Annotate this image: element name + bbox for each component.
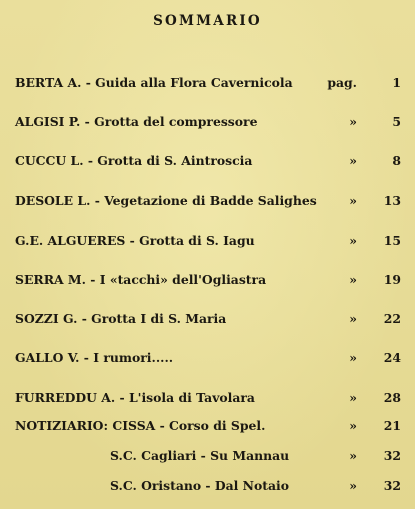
toc-entry-text: BERTA A. - Guida alla Flora Cavernicola <box>15 75 293 90</box>
toc-entry-ref: » <box>349 390 357 405</box>
toc-entry-page: 1 <box>392 75 401 90</box>
toc-entry-ref: » <box>349 350 357 365</box>
toc-entry-page: 24 <box>383 350 401 365</box>
toc-entry <box>15 153 405 173</box>
toc-entry-ref: » <box>349 478 357 493</box>
toc-entry-page: 8 <box>392 153 401 168</box>
toc-entry-page: 5 <box>392 114 401 129</box>
toc-entry-text: SERRA M. - I «tacchi» dell'Ogliastra <box>15 272 267 287</box>
toc-entry-text: CUCCU L. - Grotta di S. Aintroscia <box>15 153 253 168</box>
toc-entry-text: S.C. Cagliari - Su Mannau <box>110 448 290 463</box>
toc-entry-text: S.C. Oristano - Dal Notaio <box>110 478 289 493</box>
toc-entry <box>15 193 405 213</box>
toc-entry-text: DESOLE L. - Vegetazione di Badde Salighes <box>15 193 317 208</box>
toc-entry-ref: » <box>349 448 357 463</box>
toc-entry <box>15 233 405 253</box>
toc-entry-ref: » <box>349 193 357 208</box>
toc-entry <box>15 418 405 438</box>
toc-entry-ref: » <box>349 311 357 326</box>
toc-entry <box>15 75 405 95</box>
toc-entry <box>15 350 405 370</box>
toc-entry-page: 32 <box>383 478 401 493</box>
toc-entry <box>15 311 405 331</box>
toc-entry <box>15 478 405 498</box>
toc-entry-text: NOTIZIARIO: CISSA - Corso di Spel. <box>15 418 266 433</box>
toc-entry-text: FURREDDU A. - L'isola di Tavolara <box>15 390 255 405</box>
toc-entry-page: 32 <box>383 448 401 463</box>
toc-entry-ref: » <box>349 114 357 129</box>
toc-entry-page: 21 <box>383 418 401 433</box>
toc-entry-page: 15 <box>383 233 401 248</box>
toc-entry <box>15 390 405 410</box>
page-title: SOMMARIO <box>153 13 262 29</box>
toc-entry-ref: » <box>349 418 357 433</box>
toc-entry-page: 19 <box>383 272 401 287</box>
toc-entry-page: 28 <box>383 390 401 405</box>
toc-entry-text: GALLO V. - I rumori..... <box>15 350 174 365</box>
toc-entry-text: ALGISI P. - Grotta del compressore <box>15 114 258 129</box>
toc-entry-ref: » <box>349 153 357 168</box>
toc-entry-page: 22 <box>383 311 401 326</box>
toc-entry-ref: pag. <box>327 75 357 90</box>
toc-entry-page: 13 <box>383 193 401 208</box>
toc-entry-ref: » <box>349 272 357 287</box>
toc-entry-ref: » <box>349 233 357 248</box>
toc-entry <box>15 114 405 134</box>
toc-entry-text: SOZZI G. - Grotta I di S. Maria <box>15 311 227 326</box>
toc-entry <box>15 448 405 468</box>
toc-entry-text: G.E. ALGUERES - Grotta di S. Iagu <box>15 233 255 248</box>
toc-entry <box>15 272 405 292</box>
